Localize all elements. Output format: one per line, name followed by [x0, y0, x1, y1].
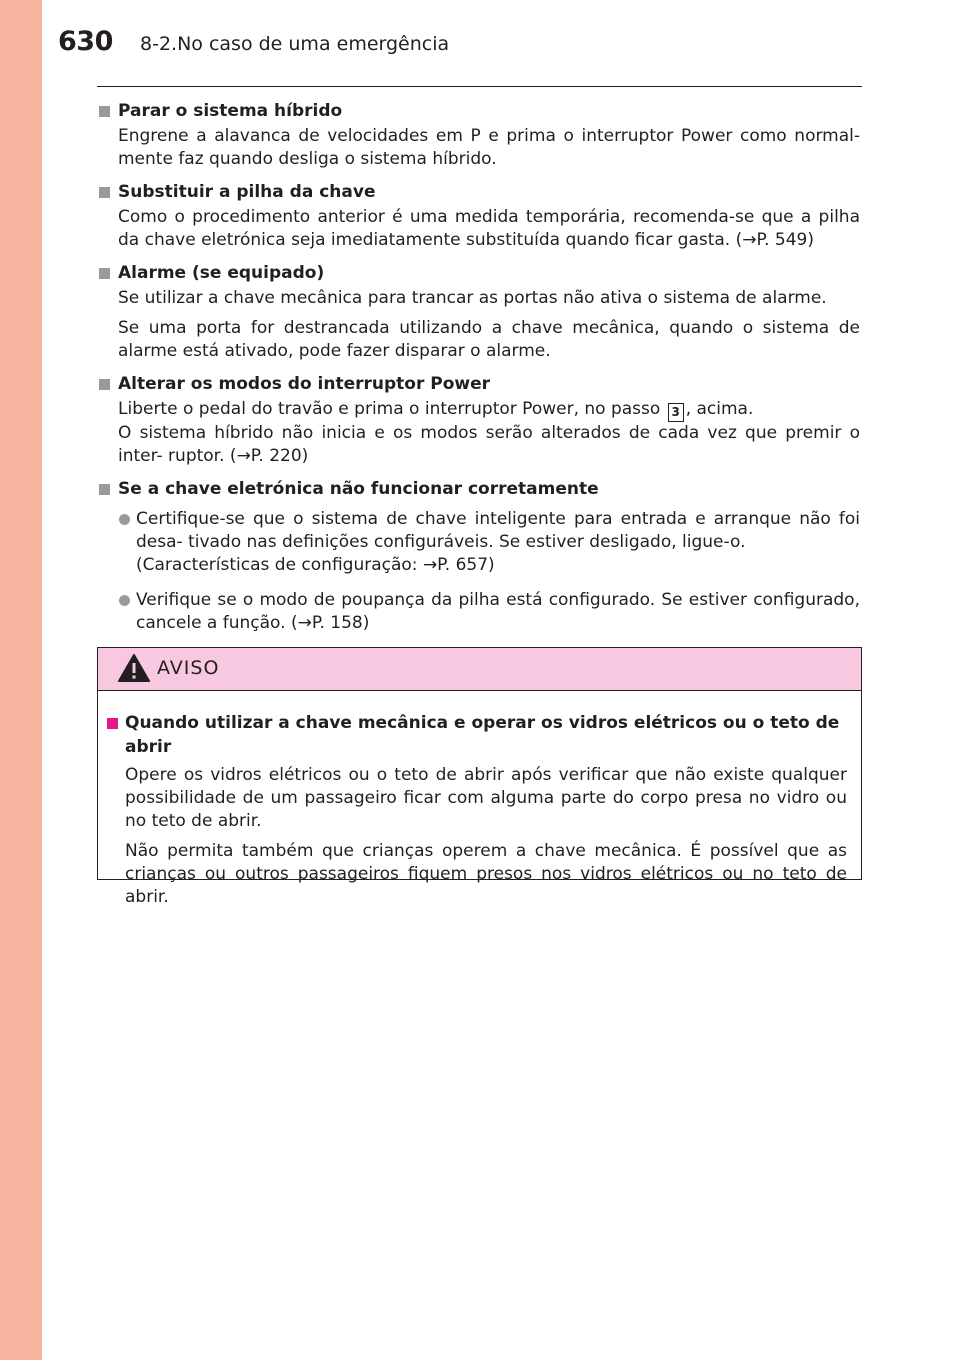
section-alarm [97, 260, 860, 363]
circle-bullet-icon [119, 514, 130, 525]
page-number: 630 [58, 26, 113, 57]
section-heading: Parar o sistema híbrido [97, 98, 860, 124]
section-heading: Alarme (se equipado) [97, 260, 860, 286]
section-paragraph: Se uma porta for destrancada utilizando a chave mecânica, quando o sistema de alarme está ativado, pode fazer disparar o alarme. [118, 318, 860, 361]
section-paragraph: Liberte o pedal do travão e prima o interruptor Power, no passo 3 , acima. O sistema híbrido não inicia e os modos serão alterados de cada vez que premir o inter- ruptor. (→P. 220) [118, 399, 860, 466]
section-stop-hybrid [97, 98, 860, 171]
square-bullet-icon [99, 484, 110, 495]
square-bullet-icon [99, 187, 110, 198]
section-key-malfunction [97, 476, 860, 635]
circle-bullet-icon [119, 595, 130, 606]
square-bullet-icon [99, 268, 110, 279]
warning-title: AVISO [157, 657, 220, 679]
section-paragraph: Como o procedimento anterior é uma medida temporária, recomenda-se que a pilha da chave eletrónica seja imediatamente substituída quando ficar gasta. (→P. 549) [118, 207, 860, 250]
page-reference-link[interactable]: →P. 657) [422, 555, 495, 575]
main-content [97, 98, 860, 643]
section-replace-battery [97, 179, 860, 252]
warning-box [97, 647, 862, 907]
section-paragraph: Se utilizar a chave mecânica para trancar as portas não ativa o sistema de alarme. [118, 288, 827, 308]
warning-body [98, 691, 861, 909]
section-paragraph: Engrene a alavanca de velocidades em P e prima o interruptor Power como normal- mente faz quando desliga o sistema híbrido. [118, 126, 860, 169]
warning-heading: Quando utilizar a chave mecânica e operar os vidros elétricos ou o teto de abrir [105, 711, 847, 759]
warning-paragraph: Não permita também que crianças operem a chave mecânica. É possível que as crianças ou outros passageiros fiquem presos nos vidros elétricos ou no teto de abrir. [125, 841, 847, 907]
square-bullet-icon [107, 718, 118, 729]
page-reference-link[interactable]: →P. 549) [742, 230, 815, 250]
section-heading: Substituir a pilha da chave [97, 179, 860, 205]
section-heading: Se a chave eletrónica não funcionar corretamente [97, 476, 860, 502]
section-power-modes [97, 371, 860, 468]
warning-triangle-icon [117, 653, 151, 683]
section-heading: Alterar os modos do interruptor Power [97, 371, 860, 397]
list-item: Certifique-se que o sistema de chave inteligente para entrada e arranque não foi desa- tivado nas definições configuráveis. Se estiver desligado, ligue-o. (Características de configuração: →P. 657) [97, 508, 860, 577]
header-divider [97, 86, 862, 87]
warning-header [98, 648, 861, 691]
chapter-title: 8-2.No caso de uma emergência [140, 33, 450, 55]
warning-paragraph: Opere os vidros elétricos ou o teto de abrir após verificar que não existe qualquer possibilidade de um passageiro ficar com alguma parte do corpo presa no vidro ou no teto de abrir. [125, 765, 847, 831]
chapter-side-strip [0, 0, 42, 1360]
square-bullet-icon [99, 379, 110, 390]
square-bullet-icon [99, 106, 110, 117]
page-reference-link[interactable]: →P. 220) [236, 446, 309, 466]
page-reference-link[interactable]: →P. 158) [297, 613, 370, 633]
list-item: Verifique se o modo de poupança da pilha está configurado. Se estiver configurado, cancele a função. (→P. 158) [97, 589, 860, 635]
step-number-badge: 3 [668, 403, 684, 422]
